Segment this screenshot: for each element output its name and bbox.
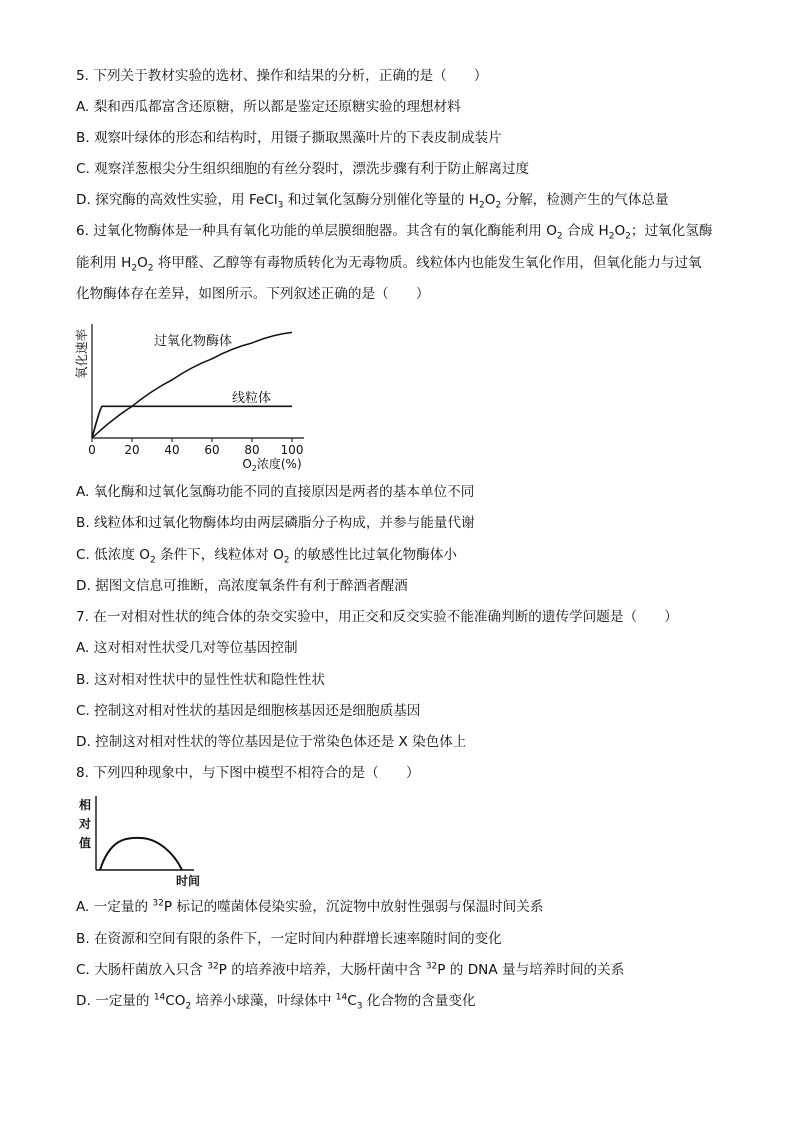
relative-value-chart xyxy=(70,792,220,892)
chart1-x-tick-label: 40 xyxy=(164,443,180,457)
q5-option-b: B. 观察叶绿体的形态和结构时，用镊子撕取黑藻叶片的下表皮制成装片 xyxy=(76,130,502,146)
q8-option-b: B. 在资源和空间有限的条件下，一定时间内种群增长速率随时间的变化 xyxy=(76,931,502,947)
q7-option-c: C. 控制这对相对性状的基因是细胞核基因还是细胞质基因 xyxy=(76,703,421,719)
chart2-ylabel-char-3: 值 xyxy=(78,836,92,850)
q7-option-a: A. 这对相对性状受几对等位基因控制 xyxy=(76,640,298,656)
q7-option-d: D. 控制这对相对性状的等位基因是位于常染色体还是 X 染色体上 xyxy=(76,734,467,750)
q7-option-b: B. 这对相对性状中的显性性状和隐性性状 xyxy=(76,672,326,688)
chart1-x-tick-label: 0 xyxy=(88,443,96,457)
oxidation-rate-chart xyxy=(70,318,320,478)
q6-stem-line3: 化物酶体存在差异，如图所示。下列叙述正确的是（ ） xyxy=(76,286,430,302)
q5-option-d: D. 探究酶的高效性实验，用 FeCl$_3$ 和过氧化氢酶分别催化等量的 $H_2O_2$ 分解，检测产生的气体总量 xyxy=(76,192,669,211)
chart1-x-tick-label: 20 xyxy=(124,443,140,457)
series-line-relative-value xyxy=(100,838,182,870)
q6-option-c: C. 低浓度 $O_2$ 条件下，线粒体对 $O_2$ 的敏感性比过氧化物酶体小 xyxy=(76,547,457,566)
chart2-xlabel: 时间 xyxy=(175,874,201,888)
q8-option-d: D. 一定量的 $^{14}CO_2$ 培养小球藻，叶绿体中 $^{14}C_3$ 化合物的含量变化 xyxy=(76,992,476,1012)
chart1-x-tick-label: 100 xyxy=(280,443,304,457)
chart2-ylabel-char-2: 对 xyxy=(78,817,92,831)
chart1-x-tick-label: 80 xyxy=(244,443,260,457)
q8-option-a: A. 一定量的 $^{32}$P 标记的噬菌体侵染实验，沉淀物中放射性强弱与保温时间关系 xyxy=(76,898,544,915)
q8-stem: 8. 下列四种现象中，与下图中模型不相符合的是（ ） xyxy=(76,765,420,781)
q7-stem: 7. 在一对相对性状的纯合体的杂交实验中，用正交和反交实验不能准确判断的遗传学问题是（ ） xyxy=(76,609,678,625)
chart1-xlabel: $O_2$浓度(%) xyxy=(242,457,302,473)
chart1-ylabel: 氧化速率 xyxy=(74,328,89,380)
series-label-peroxisome: 过氧化物酶体 xyxy=(154,334,233,349)
q5-option-a: A. 梨和西瓜都富含还原糖，所以都是鉴定还原糖实验的理想材料 xyxy=(76,99,461,115)
q6-option-d: D. 据图文信息可推断，高浓度氧条件有利于醉酒者醒酒 xyxy=(76,578,408,594)
q8-option-c: C. 大肠杆菌放入只含 $^{32}$P 的培养液中培养，大肠杆菌中含 $^{32}$P 的 DNA 量与培养时间的关系 xyxy=(76,961,625,978)
series-line-mitochondria xyxy=(92,406,292,438)
q6-option-b: B. 线粒体和过氧化物酶体均由两层磷脂分子构成，并参与能量代谢 xyxy=(76,515,475,531)
chart2-ylabel-char-1: 相 xyxy=(78,798,92,812)
q5-stem: 5. 下列关于教材实验的选材、操作和结果的分析，正确的是（ ） xyxy=(76,68,488,84)
q6-stem-line2: 能利用 $H_2O_2$ 将甲醛、乙醇等有毒物质转化为无毒物质。线粒体内也能发生氧化作用，但氧化能力与过氧 xyxy=(76,255,702,274)
q5-option-c: C. 观察洋葱根尖分生组织细胞的有丝分裂时，漂洗步骤有利于防止解离过度 xyxy=(76,161,530,177)
q6-option-a: A. 氧化酶和过氧化氢酶功能不同的直接原因是两者的基本单位不同 xyxy=(76,484,475,500)
q6-stem-line1: 6. 过氧化物酶体是一种具有氧化功能的单层膜细胞器。其含有的氧化酶能利用 $O_2$ 合成 $H_2O_2$；过氧化氢酶 xyxy=(76,223,713,242)
series-label-mitochondria: 线粒体 xyxy=(232,391,272,406)
chart1-x-tick-label: 60 xyxy=(204,443,220,457)
